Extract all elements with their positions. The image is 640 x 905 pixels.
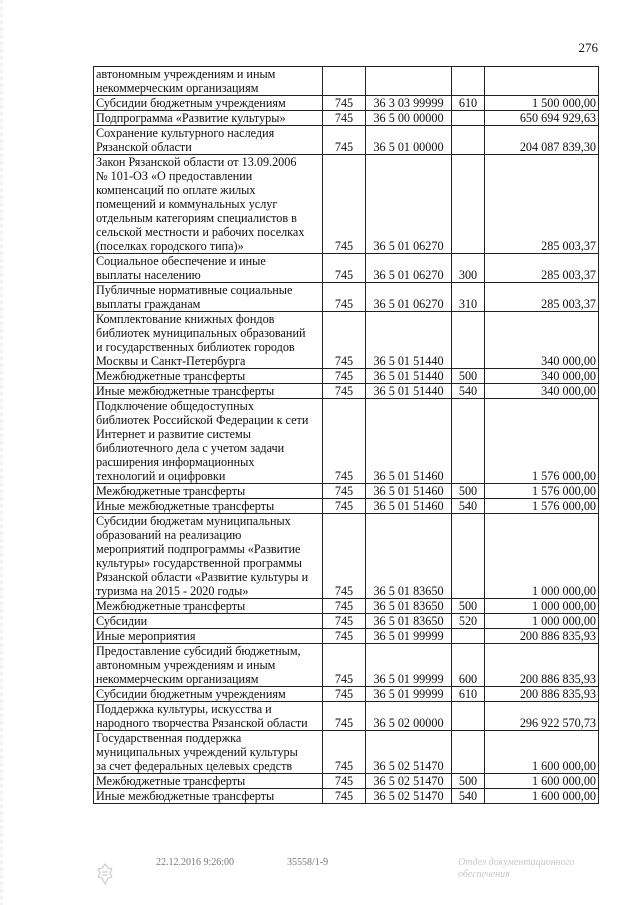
row-expense-type-cell: [452, 399, 485, 484]
row-expense-type-cell: 300: [452, 254, 485, 283]
row-department-code-cell: 745: [323, 111, 366, 126]
row-name-cell: Иные межбюджетные трансферты: [94, 789, 323, 804]
row-amount-cell: 285 003,37: [485, 155, 599, 254]
table-row: [94, 614, 599, 629]
row-expense-type-cell: 540: [452, 499, 485, 514]
row-amount-cell: 340 000,00: [485, 312, 599, 369]
emblem-icon: [96, 863, 114, 885]
row-amount-cell: 1 000 000,00: [485, 599, 599, 614]
row-amount-cell: 1 500 000,00: [485, 96, 599, 111]
row-expense-type-cell: [452, 126, 485, 155]
table-row: [94, 369, 599, 384]
row-expense-type-cell: [452, 312, 485, 369]
row-name-cell: Межбюджетные трансферты: [94, 599, 323, 614]
row-expense-type-cell: 500: [452, 774, 485, 789]
row-target-article-cell: 36 5 01 99999: [366, 644, 452, 687]
row-department-code-cell: 745: [323, 126, 366, 155]
row-expense-type-cell: 520: [452, 614, 485, 629]
budget-table-body: [94, 67, 599, 804]
row-department-code-cell: 745: [323, 514, 366, 599]
row-target-article-cell: 36 5 01 83650: [366, 514, 452, 599]
row-amount-cell: [485, 67, 599, 96]
table-row: [94, 254, 599, 283]
table-row: [94, 126, 599, 155]
table-row: [94, 789, 599, 804]
row-target-article-cell: 36 5 00 00000: [366, 111, 452, 126]
row-amount-cell: 1 000 000,00: [485, 514, 599, 599]
row-name-cell: Комплектование книжных фондов библиотек муниципальных образований и государственных библиотек городов Москвы и Санкт-Петербурга: [94, 312, 323, 369]
row-expense-type-cell: 500: [452, 369, 485, 384]
row-target-article-cell: 36 3 03 99999: [366, 96, 452, 111]
row-target-article-cell: 36 5 01 51440: [366, 312, 452, 369]
table-row: [94, 399, 599, 484]
row-department-code-cell: 745: [323, 312, 366, 369]
row-expense-type-cell: [452, 67, 485, 96]
row-target-article-cell: 36 5 01 83650: [366, 599, 452, 614]
row-name-cell: Субсидии бюджетным учреждениям: [94, 687, 323, 702]
page-number: 276: [578, 40, 598, 55]
table-row: [94, 67, 599, 96]
row-name-cell: Иные межбюджетные трансферты: [94, 384, 323, 399]
row-target-article-cell: 36 5 01 06270: [366, 254, 452, 283]
table-row: [94, 499, 599, 514]
footer-stamp: Отдел документационного обеспечения: [458, 857, 575, 880]
row-expense-type-cell: [452, 111, 485, 126]
row-name-cell: Подпрограмма «Развитие культуры»: [94, 111, 323, 126]
row-name-cell: Закон Рязанской области от 13.09.2006 № 101-ОЗ «О предоставлении компенсаций по оплате жилых помещений и коммунальных услуг отдельным категориям специалистов в сельской местности и рабочих поселках (поселках городского типа)»: [94, 155, 323, 254]
row-target-article-cell: 36 5 01 51460: [366, 499, 452, 514]
table-row: [94, 384, 599, 399]
row-amount-cell: 200 886 835,93: [485, 629, 599, 644]
budget-table: [93, 66, 599, 804]
row-department-code-cell: 745: [323, 644, 366, 687]
table-row: [94, 599, 599, 614]
row-name-cell: Подключение общедоступных библиотек Российской Федерации к сети Интернет и развитие системы библиотечного дела с учетом задачи расширения информационных технологий и оцифровки: [94, 399, 323, 484]
row-amount-cell: 650 694 929,63: [485, 111, 599, 126]
table-row: [94, 702, 599, 731]
row-department-code-cell: 745: [323, 499, 366, 514]
row-name-cell: Межбюджетные трансферты: [94, 774, 323, 789]
row-name-cell: Субсидии бюджетным учреждениям: [94, 96, 323, 111]
row-target-article-cell: 36 5 02 51470: [366, 774, 452, 789]
table-row: [94, 774, 599, 789]
table-row: [94, 731, 599, 774]
table-row: [94, 644, 599, 687]
row-department-code-cell: 745: [323, 399, 366, 484]
row-amount-cell: 285 003,37: [485, 254, 599, 283]
row-expense-type-cell: 610: [452, 96, 485, 111]
row-target-article-cell: 36 5 02 51470: [366, 731, 452, 774]
row-name-cell: Субсидии бюджетам муниципальных образований на реализацию мероприятий подпрограммы «Развитие культуры» государственной программы Рязанской области «Развитие культуры и туризма на 2015 - 2020 годы»: [94, 514, 323, 599]
row-amount-cell: 200 886 835,93: [485, 644, 599, 687]
row-expense-type-cell: 540: [452, 789, 485, 804]
row-target-article-cell: [366, 67, 452, 96]
row-name-cell: Иные межбюджетные трансферты: [94, 499, 323, 514]
row-amount-cell: 1 600 000,00: [485, 774, 599, 789]
row-target-article-cell: 36 5 01 51460: [366, 484, 452, 499]
row-target-article-cell: 36 5 01 99999: [366, 629, 452, 644]
row-amount-cell: 200 886 835,93: [485, 687, 599, 702]
row-department-code-cell: 745: [323, 254, 366, 283]
row-department-code-cell: [323, 67, 366, 96]
row-expense-type-cell: [452, 731, 485, 774]
row-expense-type-cell: 310: [452, 283, 485, 312]
row-expense-type-cell: [452, 155, 485, 254]
row-target-article-cell: 36 5 02 51470: [366, 789, 452, 804]
row-expense-type-cell: [452, 514, 485, 599]
row-target-article-cell: 36 5 01 00000: [366, 126, 452, 155]
row-department-code-cell: 745: [323, 629, 366, 644]
row-department-code-cell: 745: [323, 384, 366, 399]
budget-table-wrapper: [93, 66, 599, 804]
row-target-article-cell: 36 5 02 00000: [366, 702, 452, 731]
row-name-cell: Сохранение культурного наследия Рязанской области: [94, 126, 323, 155]
row-amount-cell: 1 600 000,00: [485, 789, 599, 804]
row-expense-type-cell: 610: [452, 687, 485, 702]
row-department-code-cell: 745: [323, 369, 366, 384]
row-amount-cell: 340 000,00: [485, 384, 599, 399]
row-department-code-cell: 745: [323, 614, 366, 629]
row-department-code-cell: 745: [323, 484, 366, 499]
row-expense-type-cell: 540: [452, 384, 485, 399]
row-name-cell: Предоставление субсидий бюджетным, автономным учреждениям и иным некоммерческим организациям: [94, 644, 323, 687]
table-row: [94, 629, 599, 644]
row-target-article-cell: 36 5 01 83650: [366, 614, 452, 629]
row-name-cell: Межбюджетные трансферты: [94, 484, 323, 499]
row-name-cell: Субсидии: [94, 614, 323, 629]
row-expense-type-cell: 500: [452, 599, 485, 614]
row-department-code-cell: 745: [323, 687, 366, 702]
row-department-code-cell: 745: [323, 155, 366, 254]
row-name-cell: Социальное обеспечение и иные выплаты населению: [94, 254, 323, 283]
table-row: [94, 111, 599, 126]
row-name-cell: Поддержка культуры, искусства и народного творчества Рязанской области: [94, 702, 323, 731]
table-row: [94, 155, 599, 254]
row-target-article-cell: 36 5 01 51460: [366, 399, 452, 484]
row-expense-type-cell: [452, 629, 485, 644]
row-target-article-cell: 36 5 01 51440: [366, 384, 452, 399]
page-footer: [0, 857, 640, 897]
row-name-cell: Иные мероприятия: [94, 629, 323, 644]
row-amount-cell: 204 087 839,30: [485, 126, 599, 155]
row-amount-cell: 296 922 570,73: [485, 702, 599, 731]
row-amount-cell: 1 576 000,00: [485, 484, 599, 499]
row-amount-cell: 1 576 000,00: [485, 499, 599, 514]
row-department-code-cell: 745: [323, 96, 366, 111]
row-target-article-cell: 36 5 01 06270: [366, 155, 452, 254]
row-name-cell: Публичные нормативные социальные выплаты гражданам: [94, 283, 323, 312]
row-expense-type-cell: 500: [452, 484, 485, 499]
row-name-cell: автономным учреждениям и иным некоммерческим организациям: [94, 67, 323, 96]
row-name-cell: Межбюджетные трансферты: [94, 369, 323, 384]
row-target-article-cell: 36 5 01 06270: [366, 283, 452, 312]
table-row: [94, 96, 599, 111]
row-department-code-cell: 745: [323, 599, 366, 614]
table-row: [94, 687, 599, 702]
row-amount-cell: 1 000 000,00: [485, 614, 599, 629]
row-expense-type-cell: [452, 702, 485, 731]
footer-date: 22.12.2016 9:26:00: [156, 857, 235, 868]
row-expense-type-cell: 600: [452, 644, 485, 687]
row-amount-cell: 340 000,00: [485, 369, 599, 384]
row-department-code-cell: 745: [323, 774, 366, 789]
scan-edge: [0, 0, 3, 905]
table-row: [94, 484, 599, 499]
row-target-article-cell: 36 5 01 51440: [366, 369, 452, 384]
row-amount-cell: 1 600 000,00: [485, 731, 599, 774]
row-department-code-cell: 745: [323, 283, 366, 312]
table-row: [94, 514, 599, 599]
footer-document-id: 35558/1-9: [287, 857, 329, 868]
row-target-article-cell: 36 5 01 99999: [366, 687, 452, 702]
row-department-code-cell: 745: [323, 789, 366, 804]
table-row: [94, 312, 599, 369]
row-department-code-cell: 745: [323, 731, 366, 774]
row-amount-cell: 1 576 000,00: [485, 399, 599, 484]
row-department-code-cell: 745: [323, 702, 366, 731]
row-amount-cell: 285 003,37: [485, 283, 599, 312]
row-name-cell: Государственная поддержка муниципальных учреждений культуры за счет федеральных целевых средств: [94, 731, 323, 774]
table-row: [94, 283, 599, 312]
